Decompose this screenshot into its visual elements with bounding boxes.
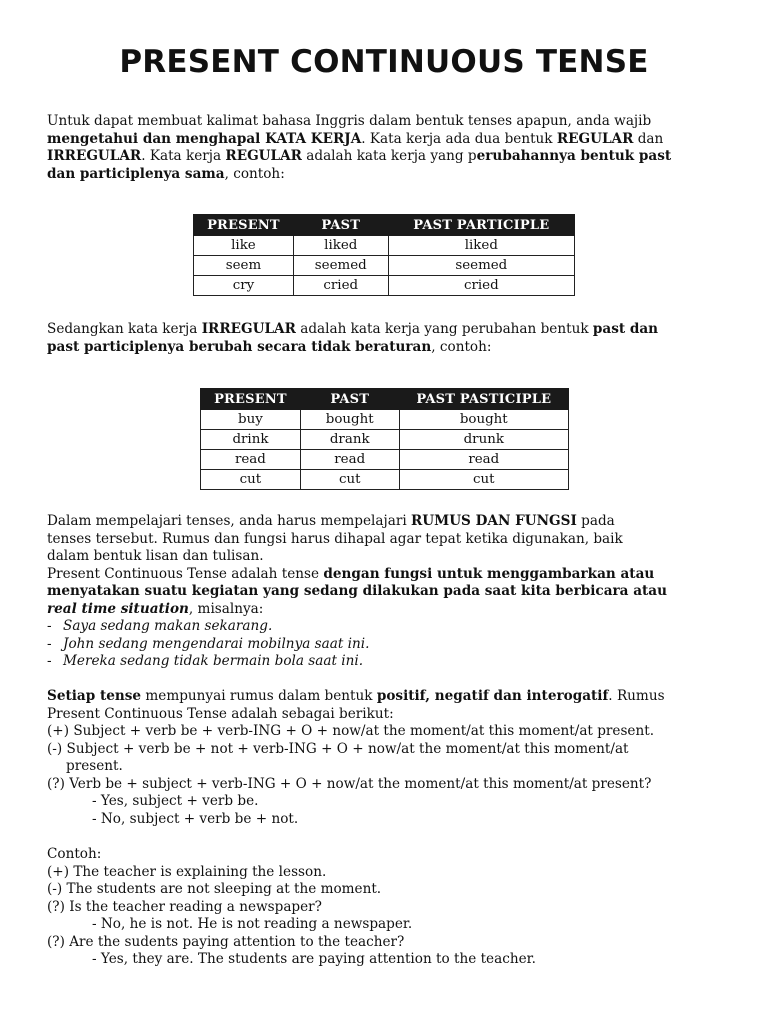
intro-text: . Kata kerja ada dua bentuk xyxy=(361,130,557,147)
table-cell: read xyxy=(300,450,399,470)
table-cell: cut xyxy=(399,470,568,490)
formula-line-2: Present Continuous Tense adalah sebagai berikut: xyxy=(47,705,394,722)
study-paragraph xyxy=(47,513,727,671)
example-text: John sedang mengendarai mobilnya saat ini. xyxy=(63,635,370,652)
table-row xyxy=(201,410,569,430)
formula-text: . Rumus xyxy=(608,688,665,704)
formula-line-1 xyxy=(47,688,727,706)
intro-bold-text: erubahannya bentuk past xyxy=(476,148,672,164)
table-row xyxy=(194,236,575,256)
intro-paragraph xyxy=(47,113,727,183)
formula-bold-text: Setiap tense xyxy=(47,688,142,704)
formula-positive: (+) Subject + verb be + verb-ING + O + now/at the moment/at this moment/at present. xyxy=(47,723,655,739)
list-dash: - xyxy=(47,618,52,634)
irregular-intro-bold-text: past dan xyxy=(592,321,659,337)
irregular-intro-bold-text: IRREGULAR xyxy=(201,321,296,337)
table-row xyxy=(194,276,575,296)
contoh-section xyxy=(47,846,727,969)
contoh-item: (+) The teacher is explaining the lesson. xyxy=(47,863,327,880)
table-cell: seemed xyxy=(293,256,388,276)
study-bold-text: dengan fungsi untuk menggambarkan atau xyxy=(323,565,655,582)
study-line-6 xyxy=(47,601,727,619)
irregular-intro-text: Sedangkan kata kerja xyxy=(47,321,202,337)
formula-negative: (-) Subject + verb be + not + verb-ING + O + now/at the moment/at this moment/at xyxy=(47,740,629,757)
intro-text: . Kata kerja xyxy=(141,148,226,164)
example-item xyxy=(47,636,727,654)
column-header: PAST PARTICIPLE xyxy=(388,215,574,236)
table-cell: bought xyxy=(399,410,568,430)
table-cell: drunk xyxy=(399,430,568,450)
table-cell: cried xyxy=(293,276,388,296)
table-cell: buy xyxy=(201,410,301,430)
irregular-intro-line-2 xyxy=(47,339,727,357)
table-row xyxy=(201,450,569,470)
column-header: PRESENT xyxy=(201,389,301,410)
study-bold-text: menyatakan suatu kegiatan yang sedang dilakukan pada saat kita berbicara atau xyxy=(47,583,667,599)
formula-question: (?) Verb be + subject + verb-ING + O + now/at the moment/at this moment/at present? xyxy=(47,775,652,792)
study-line-3: dalam bentuk lisan dan tulisan. xyxy=(47,548,264,564)
irregular-intro-text: , contoh: xyxy=(431,338,492,355)
table-cell: cry xyxy=(194,276,294,296)
table-cell: cut xyxy=(300,470,399,490)
table-cell: seemed xyxy=(388,256,574,276)
study-text: , misalnya: xyxy=(188,600,264,617)
study-line-2: tenses tersebut. Rumus dan fungsi harus dihapal agar tepat ketika digunakan, baik xyxy=(47,530,623,547)
study-line-1 xyxy=(47,513,727,531)
intro-text: adalah kata kerja yang p xyxy=(301,148,477,164)
list-dash: - xyxy=(47,653,52,669)
contoh-answer: - No, he is not. He is not reading a newspaper. xyxy=(92,916,413,932)
intro-bold-text: dan participlenya sama xyxy=(47,165,225,182)
irregular-verbs-table xyxy=(200,388,569,490)
example-item xyxy=(47,618,727,636)
study-text: Dalam mempelajari tenses, anda harus mempelajari xyxy=(47,513,411,529)
table-cell: drink xyxy=(201,430,301,450)
column-header: PAST xyxy=(300,389,399,410)
intro-line-4 xyxy=(47,166,727,184)
formula-text: mempunyai rumus dalam bentuk xyxy=(141,688,377,704)
column-header: PAST PASTICIPLE xyxy=(399,389,568,410)
table-cell: bought xyxy=(300,410,399,430)
contoh-label: Contoh: xyxy=(47,846,102,862)
irregular-intro-line-1 xyxy=(47,321,727,339)
intro-bold-text: REGULAR xyxy=(556,130,634,147)
table-cell: seem xyxy=(194,256,294,276)
intro-text: , contoh: xyxy=(224,165,285,182)
intro-line-1: Untuk dapat membuat kalimat bahasa Inggris dalam bentuk tenses apapun, anda wajib xyxy=(47,113,652,129)
table-row xyxy=(194,256,575,276)
example-item xyxy=(47,653,727,671)
formula-negative-cont: present. xyxy=(66,758,123,774)
formula-answer-yes: - Yes, subject + verb be. xyxy=(92,793,259,809)
table-header-row xyxy=(194,215,575,236)
example-text: Mereka sedang tidak bermain bola saat ini. xyxy=(63,653,364,669)
intro-bold-text: mengetahui dan menghapal KATA KERJA xyxy=(47,130,362,147)
table-cell: read xyxy=(399,450,568,470)
intro-bold-text: IRREGULAR xyxy=(47,148,142,164)
formula-paragraph xyxy=(47,688,727,828)
intro-line-2 xyxy=(47,131,727,149)
page-title: PRESENT CONTINUOUS TENSE xyxy=(119,44,649,80)
table-row xyxy=(201,430,569,450)
table-cell: liked xyxy=(293,236,388,256)
table-row xyxy=(201,470,569,490)
intro-text: dan xyxy=(633,130,664,147)
study-line-4 xyxy=(47,566,727,584)
contoh-item: (?) Are the sudents paying attention to the teacher? xyxy=(47,933,405,950)
formula-bold-text: positif, negatif dan interogatif xyxy=(376,688,609,704)
example-text: Saya sedang makan sekarang. xyxy=(63,618,273,634)
contoh-item: (-) The students are not sleeping at the moment. xyxy=(47,881,382,897)
table-cell: cut xyxy=(201,470,301,490)
irregular-intro-bold-text: past participlenya berubah secara tidak beraturan xyxy=(47,338,432,355)
table-cell: liked xyxy=(388,236,574,256)
table-cell: drank xyxy=(300,430,399,450)
table-cell: cried xyxy=(388,276,574,296)
table-header-row xyxy=(201,389,569,410)
study-text: Present Continuous Tense adalah tense xyxy=(47,565,324,582)
regular-verbs-table xyxy=(193,214,575,296)
column-header: PRESENT xyxy=(194,215,294,236)
column-header: PAST xyxy=(293,215,388,236)
study-bold-text: RUMUS DAN FUNGSI xyxy=(411,513,577,529)
intro-line-3 xyxy=(47,148,727,166)
study-bold-italic-text: real time situation xyxy=(47,600,189,617)
contoh-item: (?) Is the teacher reading a newspaper? xyxy=(47,898,322,915)
table-cell: read xyxy=(201,450,301,470)
irregular-intro-text: adalah kata kerja yang perubahan bentuk xyxy=(295,321,593,337)
intro-bold-text: REGULAR xyxy=(225,148,302,164)
irregular-intro-paragraph xyxy=(47,321,727,356)
table-cell: like xyxy=(194,236,294,256)
contoh-answer: - Yes, they are. The students are paying attention to the teacher. xyxy=(92,951,536,967)
list-dash: - xyxy=(47,635,52,652)
study-text: pada xyxy=(576,513,615,529)
formula-answer-no: - No, subject + verb be + not. xyxy=(92,810,299,827)
study-line-5 xyxy=(47,583,727,601)
